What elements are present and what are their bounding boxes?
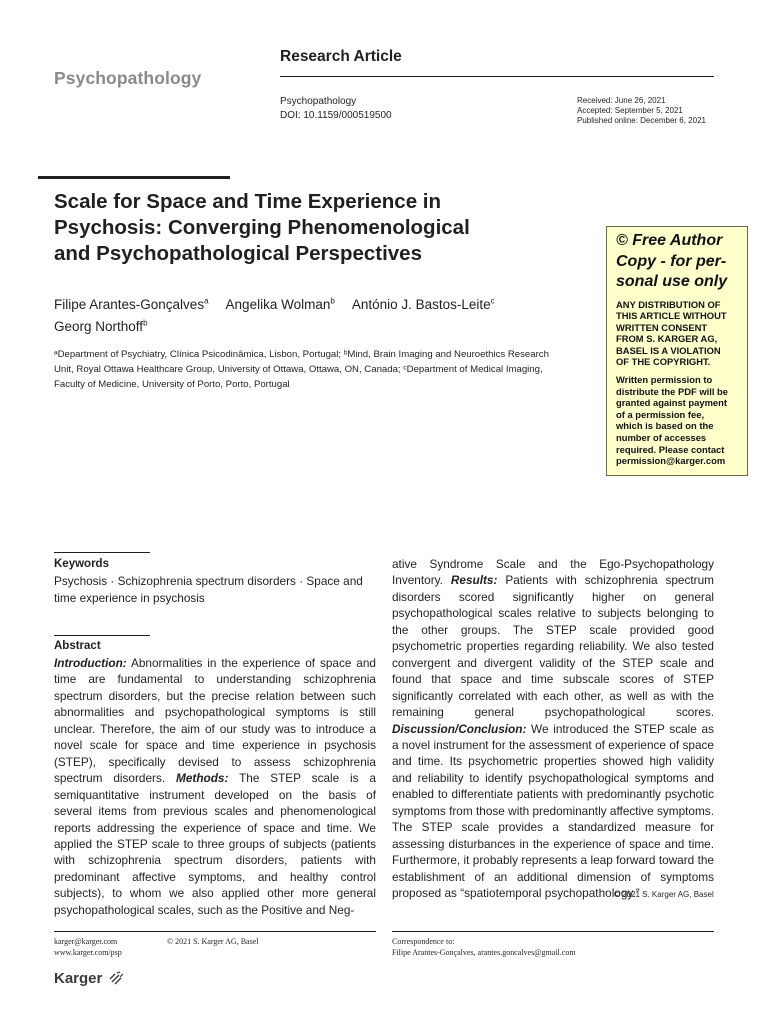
author-name: António J. Bastos-Leite xyxy=(351,297,491,312)
footer-email-link[interactable]: karger@karger.com xyxy=(54,937,118,946)
keywords-rule xyxy=(54,552,150,553)
footer-divider-left xyxy=(54,931,376,932)
footer-contact xyxy=(54,937,122,958)
notice-line: which is based on the xyxy=(616,420,714,432)
author xyxy=(226,297,335,312)
author-copy-notice xyxy=(606,226,748,476)
methods-text-continued: ative Syndrome Scale and the Ego-Psychopathology Inventory. xyxy=(392,557,714,588)
accepted-date: Accepted: September 5, 2021 xyxy=(577,106,683,116)
intro-text: Abnormalities in the experience of space and time are fundamental to understanding schizophrenia spectrum disorders, but the precise relation between such abnormalities and psychopathological symptoms is still unclear. Therefore, the aim of our study was to introduce a novel scale for space and time experience in psychosis (STEP), specifically devised to assess schizophrenia spectrum disorders. xyxy=(54,656,376,786)
author xyxy=(352,297,495,312)
notice-line: required. Please contact xyxy=(616,443,725,455)
abstract-heading: Abstract xyxy=(54,640,101,652)
author-affil-marker: a xyxy=(204,296,209,306)
title-line: Psychosis: Converging Phenomenological xyxy=(54,216,470,239)
title-line: Scale for Space and Time Experience in xyxy=(54,190,442,213)
footer-divider-right xyxy=(392,931,714,932)
results-label: Results: xyxy=(450,573,498,588)
results-text: Patients with schizophrenia spectrum disorders scored significantly higher on general psychopathological scales relative to subjects belonging to the other groups. The STEP scale provided good psychometric properties regarding reliability. We also tested convergent and divergent validity of the STEP scale and found that space and time subscale scores of STEP significantly correlated with each other, as well as with the remaining general psychopathological scores. xyxy=(392,573,714,720)
correspondence-text[interactable]: Filipe Arantes-Gonçalves, arantes.goncalves@gmail.com xyxy=(392,947,576,957)
published-date: Published online: December 6, 2021 xyxy=(577,116,706,126)
author-name: Angelika Wolman xyxy=(225,297,331,312)
affiliations xyxy=(54,347,602,392)
notice-line: FROM S. KARGER AG, xyxy=(616,333,718,345)
title-accent-bar xyxy=(38,176,230,179)
author-affil-marker: c xyxy=(490,296,495,306)
permission-email-link[interactable]: permission@karger.com xyxy=(616,455,726,467)
methods-text: The STEP scale is a semiquantitative instrument developed on the basis of several items from previous scales and phenomenological reports addressing the experience of space and time. We applied the STEP scale to three groups of subjects (patients with schizophrenia spectrum disorders, patients with predominant affective symptoms, and healthy control subjects), to whom we also applied other more general psychopathological scales, such as the Positive and Neg- xyxy=(54,771,376,917)
author-affil-marker: b xyxy=(143,318,148,328)
doi-link[interactable]: DOI: 10.1159/000519500 xyxy=(280,110,392,121)
publisher-logo xyxy=(54,970,124,990)
title-line: and Psychopathological Perspectives xyxy=(54,242,422,265)
abstract-column-left xyxy=(54,655,376,918)
notice-title-line: Copy - for per- xyxy=(616,252,727,270)
karger-emblem-icon xyxy=(108,970,124,990)
publisher-name: Karger xyxy=(54,970,103,987)
keywords-heading: Keywords xyxy=(54,558,109,570)
notice-permission xyxy=(616,374,739,467)
notice-title xyxy=(616,231,739,293)
article-title xyxy=(54,189,534,267)
keywords-text xyxy=(54,573,372,606)
notice-line: of a permission fee, xyxy=(616,408,705,420)
notice-line: number of accesses xyxy=(616,432,707,444)
methods-label: Methods: xyxy=(176,771,229,786)
author-name: Georg Northoff xyxy=(54,319,144,334)
abstract-rule xyxy=(54,635,150,636)
notice-line: Written permission to xyxy=(616,374,713,386)
author xyxy=(54,319,148,334)
keywords-line: Psychosis · Schizophrenia spectrum disorders · Space and xyxy=(54,574,363,588)
affiliation-line: Unit, Royal Ottawa Healthcare Group, University of Ottawa, Ottawa, ON, Canada; ᶜDepartment of Medical Imaging, xyxy=(54,364,543,375)
notice-line: OF THE COPYRIGHT. xyxy=(616,356,711,368)
author-name: Filipe Arantes-Gonçalves xyxy=(54,297,205,312)
abstract-column-right xyxy=(392,556,714,902)
intro-label: Introduction: xyxy=(54,656,127,670)
article-type: Research Article xyxy=(280,48,402,65)
journal-name: Psychopathology xyxy=(280,96,357,107)
notice-title-line: © Free Author xyxy=(616,232,723,249)
notice-line: distribute the PDF will be xyxy=(616,385,728,397)
notice-line: granted against payment xyxy=(616,397,727,409)
header-divider xyxy=(280,76,714,77)
discussion-text: We introduced the STEP scale as a novel instrument for the assessment of experience of space and time. Its psychometric properties showed high validity and reliability to identify psychopathological symptoms and enabled to differentiate patients with predominantly psychotic symptoms from those with predominantly affective symptoms. The STEP scale provides a standardized measure for assessing disturbances in the experience of space and time. Furthermore, it probably represents a leap forward toward the establishment of an additional dimension of symptoms proposed as “spatiotemporal psychopathology.” xyxy=(392,721,714,901)
notice-line: BASEL IS A VIOLATION xyxy=(616,344,721,356)
received-date: Received: June 26, 2021 xyxy=(577,96,666,105)
footer-website-link[interactable]: www.karger.com/psp xyxy=(54,947,122,957)
publication-dates xyxy=(577,96,706,127)
journal-meta xyxy=(280,95,392,123)
author xyxy=(54,297,209,312)
notice-warning xyxy=(616,299,739,369)
footer-copyright: © 2021 S. Karger AG, Basel xyxy=(167,937,259,946)
discussion-label: Discussion/Conclusion: xyxy=(392,721,527,736)
author-list xyxy=(54,294,554,338)
keywords-line: time experience in psychosis xyxy=(54,590,205,605)
abstract-copyright: © 2021 S. Karger AG, Basel xyxy=(614,890,714,899)
notice-line: WRITTEN CONSENT xyxy=(616,321,708,333)
affiliation-line: Faculty of Medicine, University of Porto, Porto, Portugal xyxy=(54,379,290,390)
correspondence-label: Correspondence to: xyxy=(392,937,455,946)
journal-logo: Psychopathology xyxy=(54,68,202,88)
notice-line: THIS ARTICLE WITHOUT xyxy=(616,310,727,322)
author-affil-marker: b xyxy=(330,296,335,306)
affiliation-line: ᵃDepartment of Psychiatry, Clínica Psicodinâmica, Lisbon, Portugal; ᵇMind, Brain Imaging and Neuroethics Research xyxy=(54,349,549,360)
notice-line: ANY DISTRIBUTION OF xyxy=(616,298,721,310)
notice-title-line: sonal use only xyxy=(616,273,728,290)
correspondence xyxy=(392,937,576,958)
